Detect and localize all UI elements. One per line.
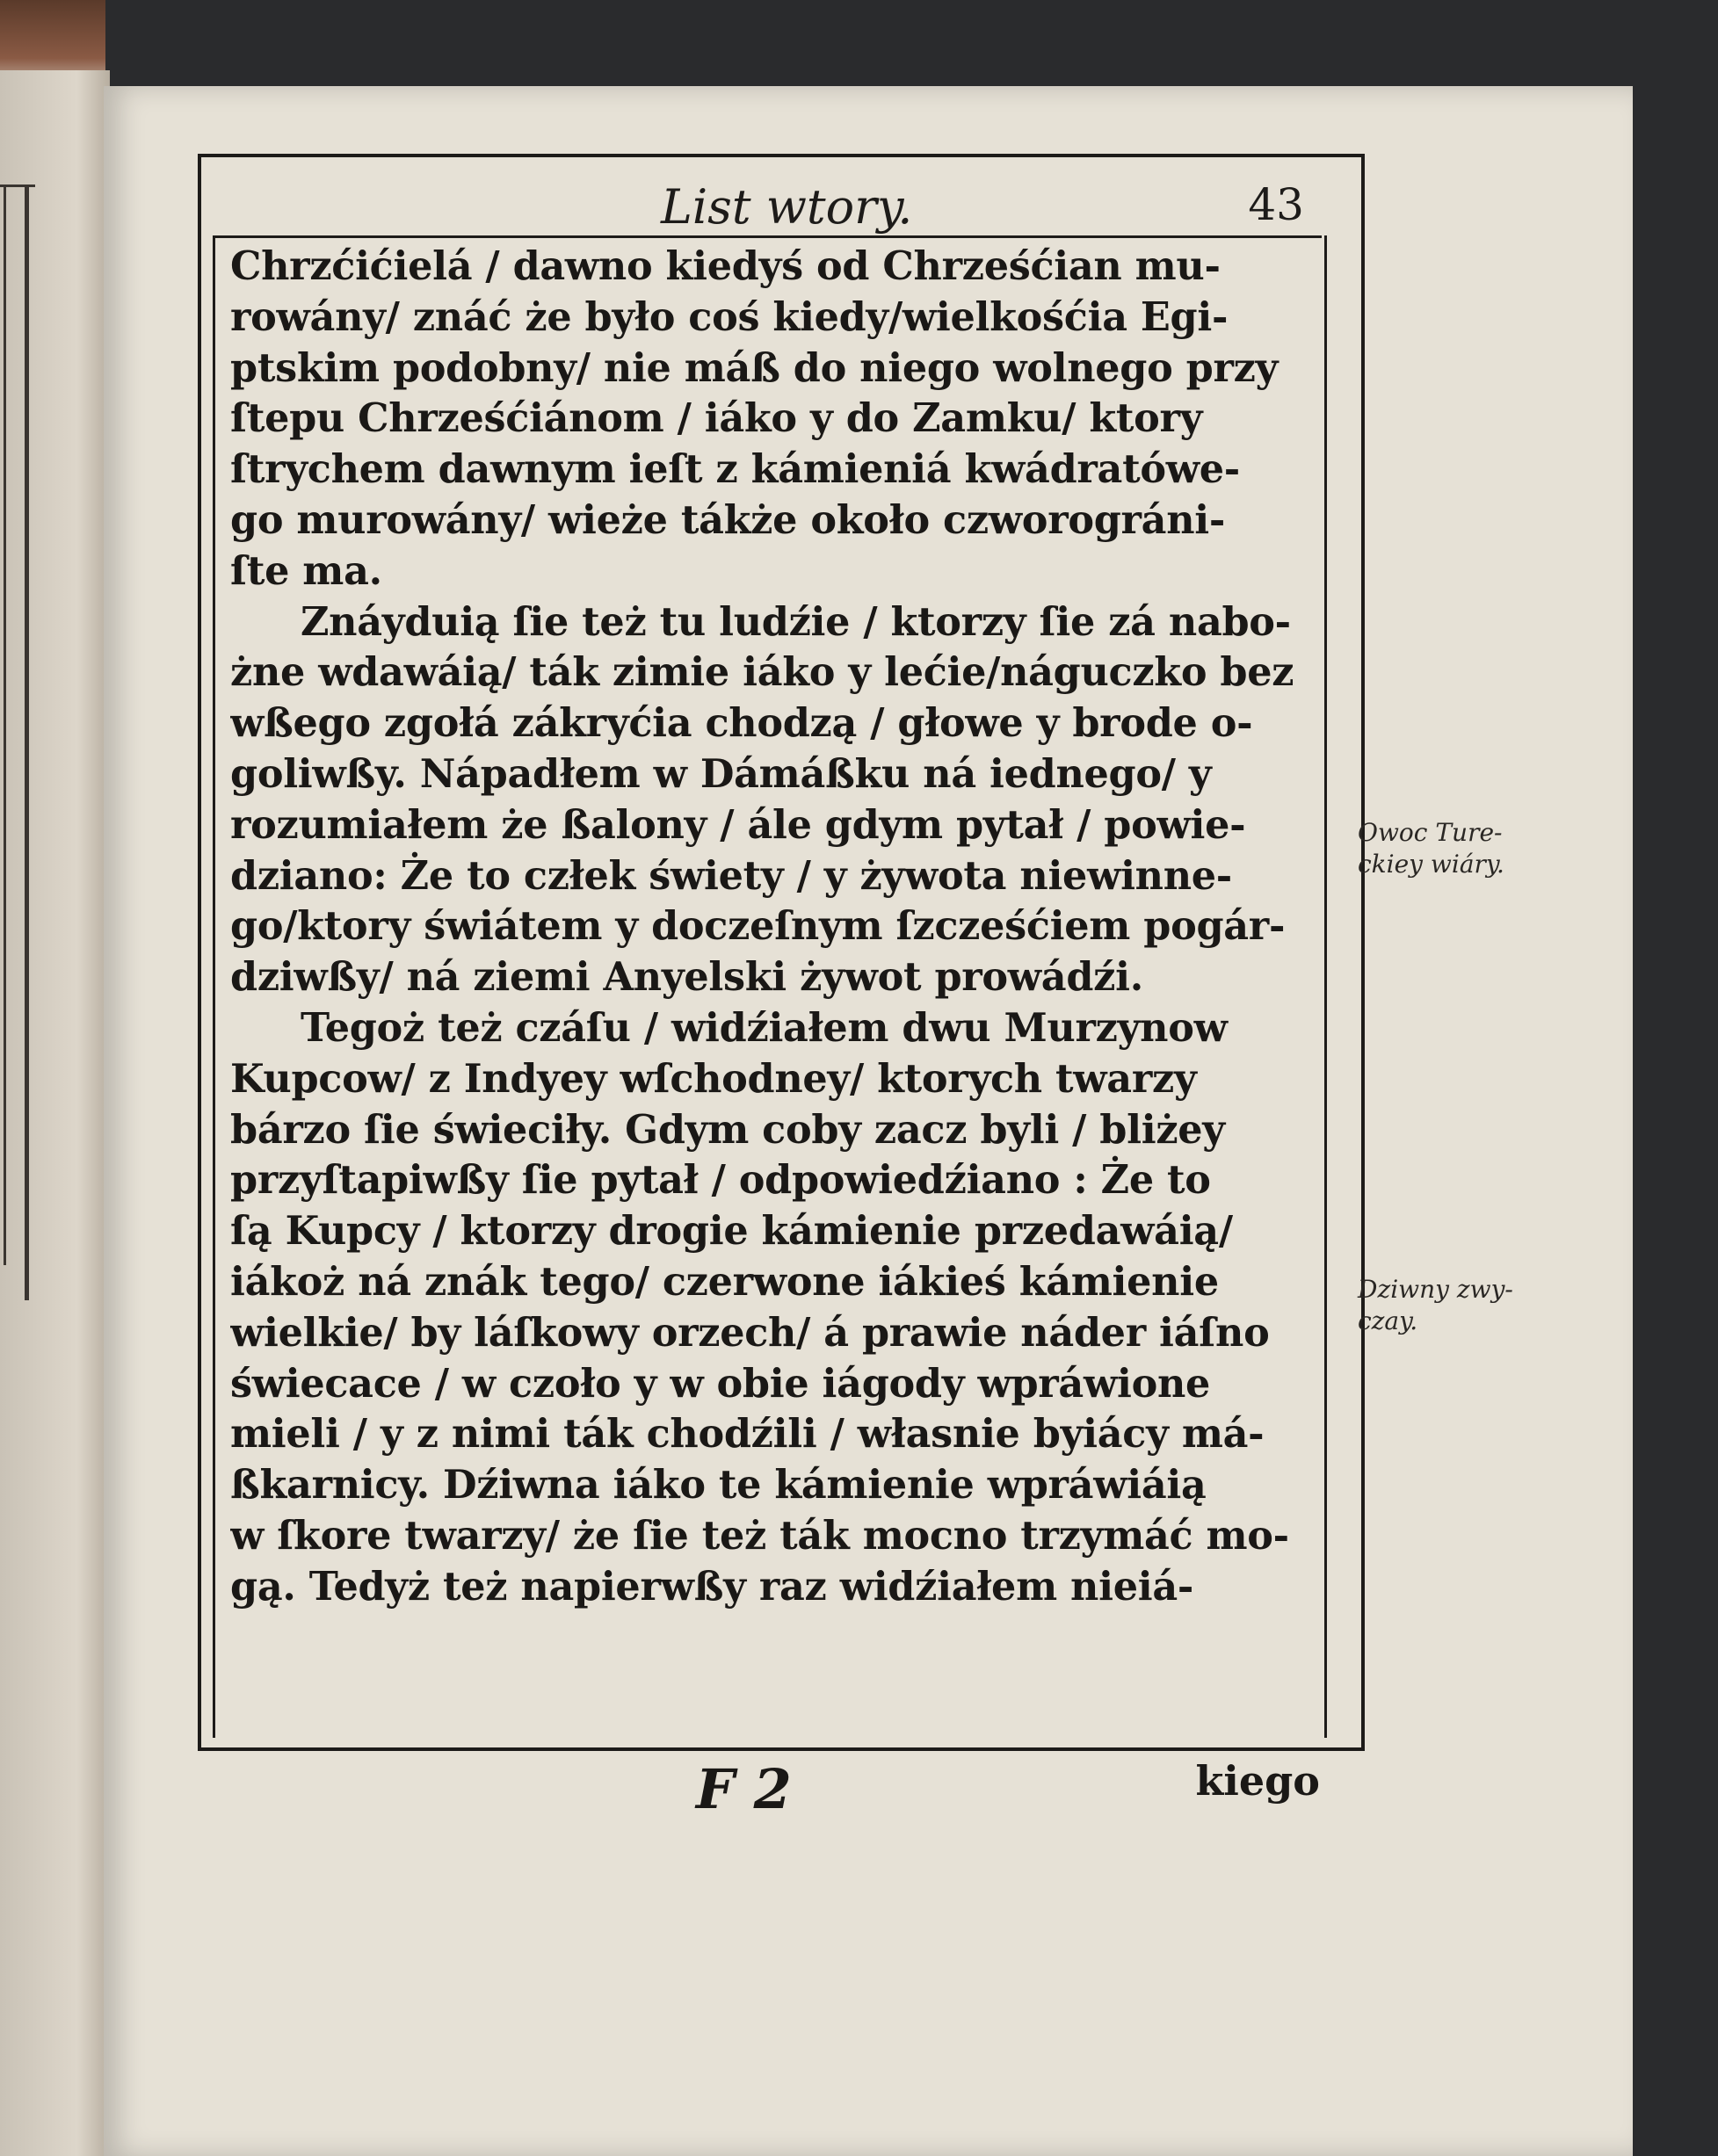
text-line: Kupcow/ z Indyey wſchodney/ ktorych twarzy [230,1055,1197,1102]
paragraph-start-line: Tegoż też czáſu / widźiałem dwu Murzynow [301,1004,1228,1051]
text-line: w ſkore twarzy/ że ſie też ták mocno trzymáć mo- [230,1512,1289,1559]
text-line: go murowány/ wieże tákże około czworográni- [230,496,1226,543]
text-line: wielkie/ by láſkowy orzech/ á prawie náder iáſno [230,1309,1270,1356]
signature-mark: F 2 [696,1757,792,1821]
text-line: ſtrychem dawnym ieſt z kámieniá kwádratówe- [230,446,1240,493]
text-line: przyſtapiwßy ſie pytał / odpowiedźiano : Że to [230,1157,1211,1204]
text-line: świecace / w czoło y w obie iágody wpráwione [230,1360,1211,1407]
text-line: iákoż ná znák tego/ czerwone iákieś kámienie [230,1258,1219,1305]
text-line: ſte ma. [230,547,382,594]
text-line: go/ktory świátem y doczeſnym ſzcześćiem pogár- [230,903,1286,950]
text-line: Chrzćićielá / dawno kiedyś od Chrześćian mu- [230,243,1221,289]
margin-note-line: ckiey wiáry. [1358,850,1504,879]
body-text [230,242,1320,1613]
margin-note [1358,817,1504,880]
text-line: bárzo ſie świeciły. Gdym coby zacz byli / bliżey [230,1106,1225,1153]
running-title: List wtory. [661,179,913,235]
page-footer [230,1757,1320,1827]
page-number: 43 [1248,179,1304,230]
catchword: kiego [1195,1757,1320,1805]
text-line: dziwßy/ ná ziemi Anyelski żywot prowádźi. [230,954,1143,1001]
text-line: rowány/ znáć że było coś kiedy/wielkośćia Egi- [230,293,1229,340]
text-line: ſą Kupcy / ktorzy drogie kámienie przedawáią/ [230,1208,1233,1255]
text-line: dziano: Że to człek świety / y żywota niewinne- [230,852,1232,899]
text-line: ptskim podobny/ nie máß do niego wolnego przy [230,344,1279,391]
text-line: ßkarnicy. Dźiwna iáko te kámienie wpráwiáią [230,1462,1207,1508]
text-line: ſtepu Chrześćiánom / iáko y do Zamku/ ktory [230,395,1203,442]
margin-note-line: czay. [1358,1306,1418,1335]
text-line: żne wdawáią/ ták zimie iáko y lećie/náguczko bez [230,649,1294,696]
text-line: mieli / y z nimi ták chodźili / własnie byiácy má- [230,1411,1265,1458]
left-page-edge [0,70,110,2156]
margin-note-line: Owoc Ture- [1358,818,1503,847]
margin-note [1358,1274,1513,1337]
text-line: rozumiałem że ßalony / ále gdym pytał / powie- [230,801,1246,848]
page-header [213,172,1322,238]
text-line: gą. Tedyż też napierwßy raz widźiałem nieiá- [230,1563,1194,1610]
paragraph-start-line: Znáyduią ſie też tu ludźie / ktorzy ſie zá nabo- [301,598,1291,645]
text-line: wßego zgołá zákryćia chodzą / głowe y brode o- [230,700,1253,747]
margin-note-line: Dziwny zwy- [1358,1275,1513,1304]
text-line: goliwßy. Nápadłem w Dámáßku ná iednego/ y [230,750,1212,797]
